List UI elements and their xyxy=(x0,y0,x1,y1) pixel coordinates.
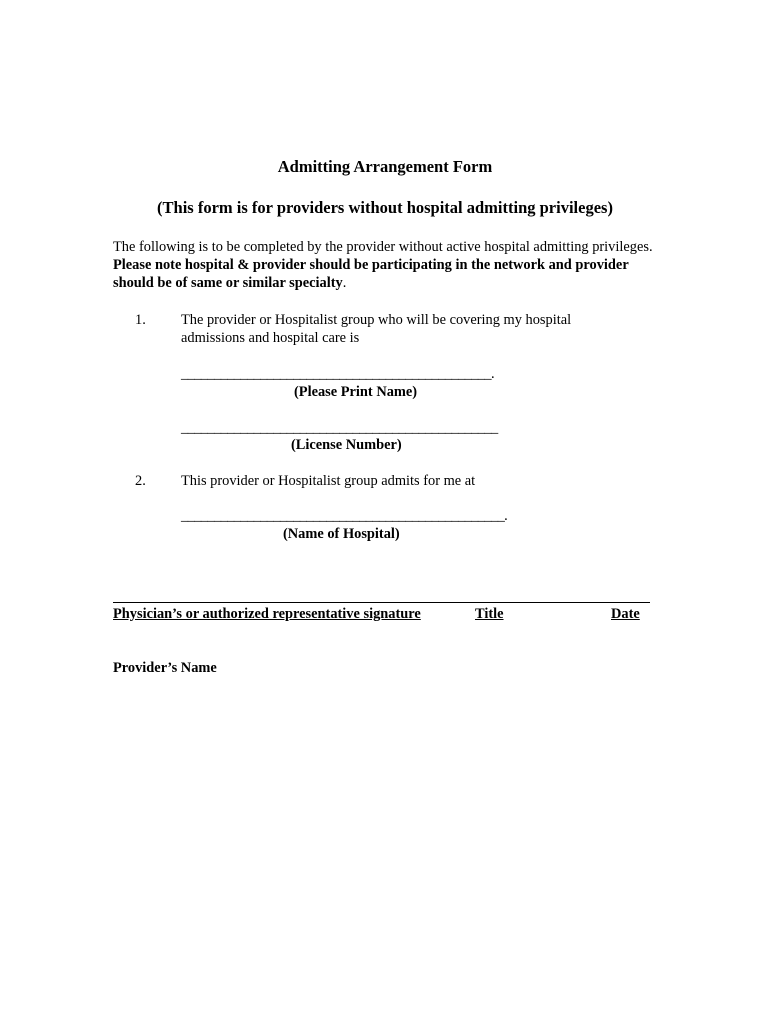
date-caption: Date xyxy=(611,606,640,622)
title-caption: Title xyxy=(475,606,504,622)
signature-line[interactable] xyxy=(113,602,650,603)
item-text: This provider or Hospitalist group admits for me at xyxy=(181,473,476,489)
provider-name-label: Provider’s Name xyxy=(113,660,217,676)
license-number-field[interactable]: ________________________________________________ xyxy=(181,420,498,436)
item-number: 2. xyxy=(135,473,146,489)
print-name-caption: (Please Print Name) xyxy=(294,384,418,400)
intro-end: . xyxy=(342,275,347,291)
form-title: Admitting Arrangement Form xyxy=(277,157,493,176)
form-subtitle: (This form is for providers without hospital admitting privileges) xyxy=(157,198,613,217)
hospital-name-caption: (Name of Hospital) xyxy=(283,526,400,542)
intro-paragraph xyxy=(113,238,653,292)
intro-text: The following is to be completed by the provider without active hospital admitting privileges. xyxy=(113,239,653,255)
item-number: 1. xyxy=(135,312,146,328)
intro-note: Please note hospital & provider should be participating in the network and provider should be of same or similar specialty xyxy=(113,257,629,291)
hospital-name-field[interactable]: _________________________________________________. xyxy=(181,508,508,524)
signature-caption: Physician’s or authorized representative signature xyxy=(113,606,421,622)
item-text: The provider or Hospitalist group who will be covering my hospital admissions and hospital care is xyxy=(181,312,572,346)
license-number-caption: (License Number) xyxy=(291,437,402,453)
print-name-field[interactable]: _______________________________________________. xyxy=(181,366,494,382)
